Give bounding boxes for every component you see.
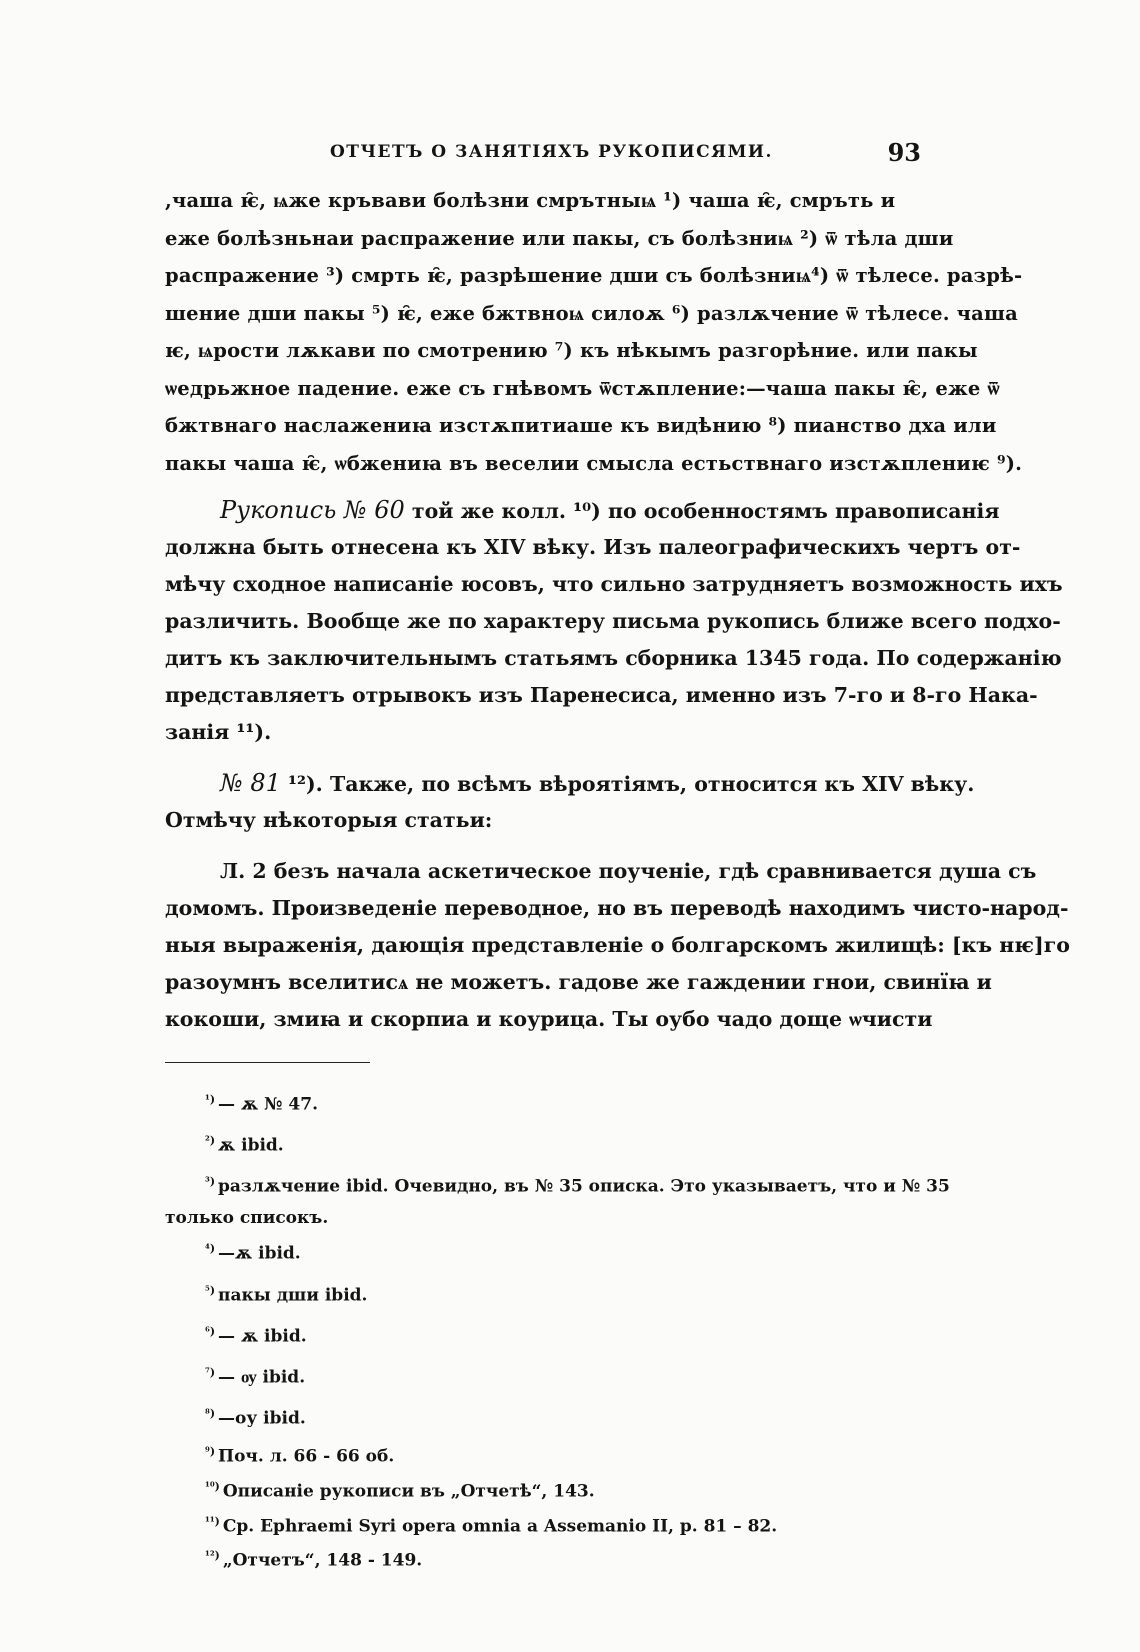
footnote: $^{^4)}$ —ѫ ibid. bbox=[205, 1242, 301, 1265]
paragraph-line: Рукопись № 60 той же колл. ¹⁰) по особенностямъ правописанія bbox=[220, 496, 1000, 524]
footnote: $^{^8)}$ —оу ibid. bbox=[205, 1407, 306, 1429]
slavonic-line: бжтвнаго наслажениꙗ изстѫпитиаше къ видѣнию ⁸) пианство дха или bbox=[165, 414, 997, 437]
paragraph-line: Л. 2 безъ начала аскетическое поученіе, гдѣ сравнивается душа съ bbox=[220, 859, 1037, 883]
footnote: $^{^3)}$ разлѫчение ibid. Очевидно, въ № 35 описка. Это указываетъ, что и № 35 bbox=[205, 1175, 950, 1197]
main-text bbox=[165, 182, 1070, 1038]
paragraph-line: Отмѣчу нѣкоторыя статьи: bbox=[165, 808, 493, 832]
page-header bbox=[165, 138, 925, 172]
slavonic-line: ѥ, ѩрости лѫкави по смотрению ⁷) къ нѣкымъ разгорѣние. или пакы bbox=[165, 339, 978, 362]
paragraph-line: домомъ. Произведеніе переводное, но въ переводѣ находимъ чисто-народ- bbox=[165, 896, 1069, 920]
paragraph-manuscript-60 bbox=[165, 492, 1063, 751]
manuscript-heading: Рукопись № 60 bbox=[220, 496, 405, 524]
footnotes bbox=[165, 1082, 950, 1576]
paragraph-line: различить. Вообще же по характеру письма рукопись ближе всего подхо- bbox=[165, 609, 1061, 633]
footnote: $^{^7)}$ — ѹ ibid. bbox=[205, 1365, 306, 1388]
slavonic-line: распражение ³) смрть ѥ̑, разрѣшение дши съ болѣзниѩ⁴) ѿ тѣлесе. разрѣ- bbox=[165, 264, 1023, 287]
footnote: $^{^6)}$ — ѫ ibid. bbox=[205, 1324, 307, 1347]
paragraph-line: должна быть отнесена къ XIV вѣку. Изъ палеографическихъ чертъ от- bbox=[165, 535, 1021, 559]
slavonic-line: шение дши пакы ⁵) ѥ̑, еже бжтвноѩ силоѫ ⁶) разлѫчение ѿ тѣлесе. чаша bbox=[165, 301, 1018, 325]
paragraph-line: представляетъ отрывокъ изъ Паренесиса, именно изъ 7-го и 8-го Нака- bbox=[165, 683, 1038, 707]
footnote: $^{^5)}$ пакы дши ibid. bbox=[205, 1283, 368, 1306]
paragraph-leaf-2 bbox=[165, 853, 1070, 1038]
paragraph-line: разоумнъ вселитисѧ не можетъ. гадове же гаждении гнои, свинїꙗ и bbox=[165, 970, 992, 994]
slavonic-line: ,чаша ѥ̑, ѩже кръвави болѣзни смрътныѩ ¹) чаша ѥ̑, смръть и bbox=[165, 189, 896, 212]
paragraph-line: № 81 ¹²). Также, по всѣмъ вѣроятіямъ, относится къ XIV вѣку. bbox=[220, 769, 975, 797]
footnote: $^{^2)}$ ѫ ibid. bbox=[205, 1134, 284, 1156]
footnote: $^{^{10})}$ Описаніе рукописи въ „Отчетѣ“, 143. bbox=[205, 1479, 595, 1502]
footnote: $^{^1)}$ — ѫ № 47. bbox=[205, 1093, 319, 1115]
paragraph-manuscript-81 bbox=[165, 765, 975, 839]
slavonic-line: ѡедрьжное падение. еже съ гнѣвомъ ѿстѫпление:—чаша пакы ѥ̑, еже ѿ bbox=[165, 376, 1000, 400]
footnote: $^{^9)}$ Поч. л. 66 - 66 об. bbox=[205, 1445, 395, 1467]
footnote: $^{^{11})}$ Ср. Ephraemi Syri opera omnia a Assemanio II, p. 81 – 82. bbox=[205, 1514, 778, 1537]
slavonic-line: еже болѣзньнаи распражение или пакы, съ болѣзниѩ ²) ѿ тѣла дши bbox=[165, 226, 954, 250]
footnote: $^{^{12})}$ „Отчетъ“, 148 - 149. bbox=[205, 1549, 423, 1571]
paragraph-line: ныя выраженія, дающія представленіе о болгарскомъ жилищѣ: [къ нѥ]го bbox=[165, 933, 1070, 957]
page-number: 93 bbox=[887, 138, 921, 167]
slavonic-quotation bbox=[165, 182, 1023, 482]
footnote-divider bbox=[165, 1062, 370, 1063]
paragraph-line: занія ¹¹). bbox=[165, 720, 272, 744]
paragraph-line: дитъ къ заключительнымъ статьямъ сборника 1345 года. По содержанію bbox=[165, 646, 1062, 670]
slavonic-line: пакы чаша ѥ̑, ѡбжениꙗ въ веселии смысла естьствнаго изстѫплениѥ ⁹). bbox=[165, 451, 1023, 475]
paragraph-line: мѣчу сходное написаніе юсовъ, что сильно затрудняетъ возможность ихъ bbox=[165, 572, 1063, 596]
running-title: ОТЧЕТЪ О ЗАНЯТІЯХЪ РУКОПИСЯМИ. bbox=[330, 142, 773, 162]
manuscript-heading: № 81 bbox=[220, 769, 281, 797]
footnote-continuation: только списокъ. bbox=[165, 1208, 329, 1229]
paragraph-line: кокоши, змиꙗ и скорпиа и коурица. Ты оубо чадо доще ѡчисти bbox=[165, 1007, 933, 1031]
